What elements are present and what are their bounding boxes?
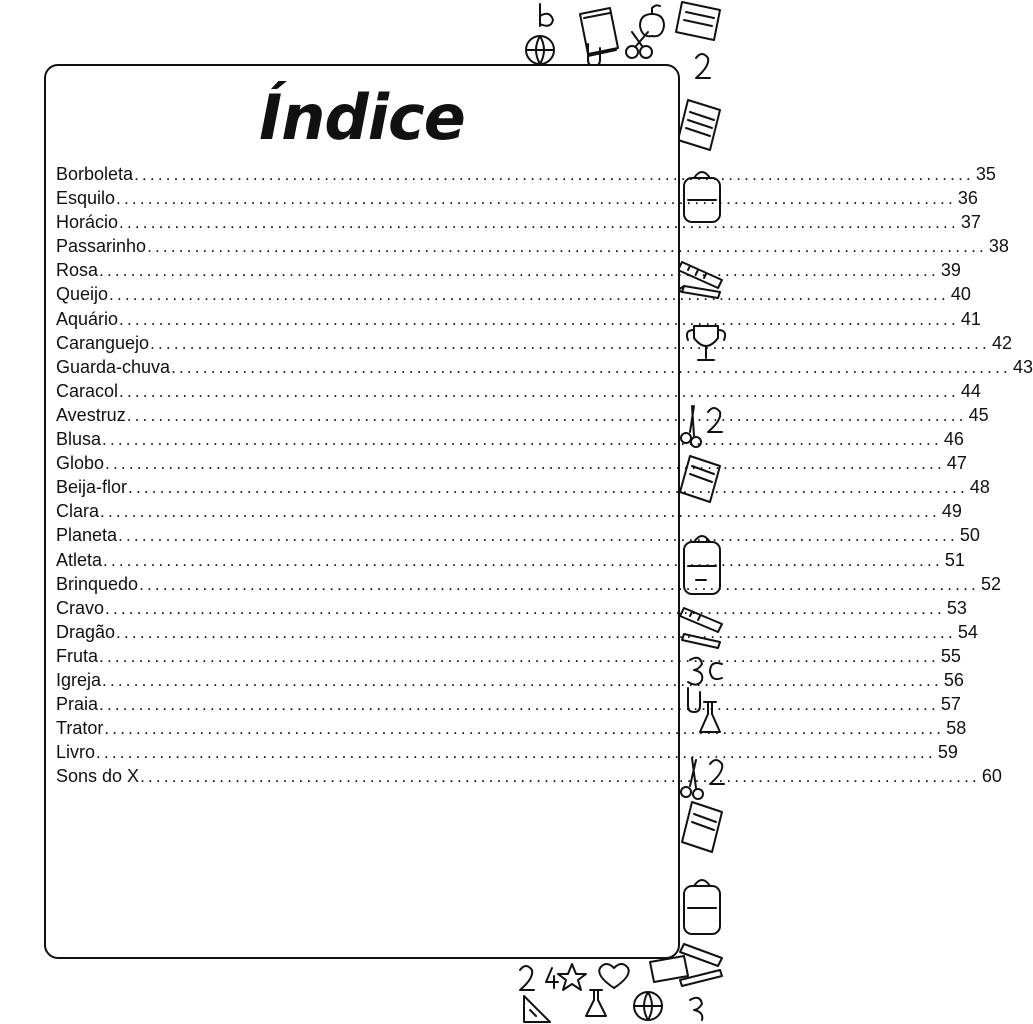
toc-entry — [56, 379, 981, 403]
backpack-icon — [684, 880, 720, 934]
entry-page-number: 58 — [946, 718, 967, 739]
toc-entry — [56, 716, 967, 740]
entry-title: Borboleta — [56, 164, 134, 184]
dot-leader: .......................................................................................................... — [119, 213, 959, 233]
dot-leader: .......................................................................................................... — [147, 237, 987, 257]
dot-leader: .......................................................................................................... — [96, 743, 936, 763]
entry-page-number: 56 — [943, 669, 964, 690]
toc-entry — [56, 548, 965, 572]
dot-leader: .......................................................................................................... — [102, 430, 942, 450]
entry-title: Globo — [56, 453, 105, 474]
dot-leader: .......................................................................................................... — [105, 454, 945, 474]
entry-page-number: 60 — [981, 766, 1002, 787]
letter-glyph-icon — [690, 998, 702, 1020]
entry-page-number: 59 — [937, 742, 958, 763]
number-glyph-icon — [696, 54, 710, 78]
entry-title: Brinquedo — [56, 573, 139, 594]
toc-entry — [56, 307, 981, 331]
toc-entry — [56, 499, 962, 523]
dot-leader: .......................................................................................................... — [105, 598, 945, 618]
dot-leader: .......................................................................................................... — [150, 333, 990, 353]
toc-entry — [56, 764, 1002, 788]
dot-leader: .......................................................................................................... — [119, 309, 959, 329]
notebook-icon — [678, 100, 720, 150]
dot-leader: .......................................................................................................... — [171, 357, 1011, 377]
dot-leader: .......................................................................................................... — [102, 670, 942, 690]
entry-title: Queijo — [56, 284, 109, 305]
apple-icon — [640, 5, 664, 36]
toc-entry — [56, 572, 1001, 596]
flask-icon — [586, 990, 606, 1016]
dot-leader: .......................................................................................................... — [99, 261, 939, 281]
toc-entry — [56, 523, 980, 547]
toc-entry — [56, 234, 1009, 258]
entry-title: Atleta — [56, 549, 103, 570]
entry-page-number: 57 — [940, 694, 961, 715]
entry-page-number: 38 — [988, 236, 1009, 257]
entry-title: Trator — [56, 718, 104, 739]
dot-leader: .......................................................................................................... — [140, 767, 980, 787]
dot-leader: .......................................................................................................... — [116, 622, 956, 642]
entry-page-number: 47 — [946, 453, 967, 474]
notebook-icon — [682, 802, 722, 852]
table-of-contents — [56, 162, 1033, 788]
toc-entry — [56, 596, 967, 620]
dot-leader: .......................................................................................................... — [134, 165, 974, 184]
entry-title: Rosa — [56, 260, 99, 281]
entry-title: Avestruz — [56, 404, 126, 425]
page-title: Índice — [259, 81, 465, 154]
triangle-ruler-icon — [524, 996, 550, 1022]
toc-entry — [56, 331, 1012, 355]
globe-icon — [526, 36, 554, 64]
entry-page-number: 43 — [1012, 356, 1033, 377]
entry-title: Dragão — [56, 621, 116, 642]
dot-leader: .......................................................................................................... — [139, 574, 979, 594]
toc-entry — [56, 644, 961, 668]
entry-page-number: 40 — [950, 284, 971, 305]
entry-page-number: 35 — [975, 164, 996, 184]
entry-page-number: 39 — [940, 260, 961, 281]
dot-leader: .......................................................................................................... — [128, 478, 968, 498]
entry-page-number: 46 — [943, 429, 964, 450]
entry-page-number: 42 — [991, 332, 1012, 353]
entry-page-number: 55 — [940, 645, 961, 666]
globe-icon — [634, 992, 662, 1020]
star-icon — [558, 964, 586, 990]
entry-title: Cravo — [56, 597, 105, 618]
dot-leader: .......................................................................................................... — [99, 695, 939, 715]
entry-title: Esquilo — [56, 188, 116, 209]
entry-title: Fruta — [56, 645, 99, 666]
toc-entry — [56, 162, 996, 186]
number-glyph-icon — [520, 966, 534, 990]
entry-page-number: 48 — [969, 477, 990, 498]
entry-page-number: 53 — [946, 597, 967, 618]
entry-title: Beija-flor — [56, 477, 128, 498]
toc-entry — [56, 475, 990, 499]
dot-leader: .......................................................................................................... — [119, 381, 959, 401]
entry-title: Blusa — [56, 429, 102, 450]
toc-entry — [56, 403, 989, 427]
entry-title: Sons do X — [56, 766, 140, 787]
toc-entry — [56, 692, 961, 716]
dot-leader: .......................................................................................................... — [126, 405, 967, 425]
dot-leader: .......................................................................................................... — [109, 285, 949, 305]
toc-entry — [56, 451, 967, 475]
notebook-icon — [676, 2, 720, 40]
toc-entry — [56, 210, 981, 234]
entry-page-number: 51 — [944, 549, 965, 570]
entry-title: Passarinho — [56, 236, 147, 257]
entry-title: Clara — [56, 501, 100, 522]
index-panel — [44, 64, 1033, 959]
entry-page-number: 41 — [960, 308, 981, 329]
entry-page-number: 50 — [959, 525, 980, 546]
entry-page-number: 49 — [941, 501, 962, 522]
entry-title: Praia — [56, 694, 99, 715]
entry-title: Igreja — [56, 669, 102, 690]
entry-page-number: 54 — [957, 621, 978, 642]
toc-entry — [56, 258, 961, 282]
entry-page-number: 52 — [980, 573, 1001, 594]
entry-title: Horácio — [56, 212, 119, 233]
dot-leader: .......................................................................................................... — [104, 719, 945, 739]
dot-leader: .......................................................................................................... — [99, 646, 939, 666]
toc-entry — [56, 186, 978, 210]
entry-title: Caracol — [56, 380, 119, 401]
toc-entry — [56, 740, 958, 764]
entry-title: Aquário — [56, 308, 119, 329]
entry-page-number: 45 — [968, 404, 989, 425]
dot-leader: .......................................................................................................... — [100, 502, 940, 522]
letter-glyph-icon — [540, 4, 553, 26]
toc-entry — [56, 282, 971, 306]
dot-leader: .......................................................................................................... — [103, 550, 943, 570]
toc-entry — [56, 620, 978, 644]
number-glyph-icon — [546, 968, 558, 988]
entry-page-number: 37 — [960, 212, 981, 233]
toc-entry — [56, 355, 1033, 379]
entry-title: Planeta — [56, 525, 118, 546]
entry-title: Livro — [56, 742, 96, 763]
entry-title: Caranguejo — [56, 332, 150, 353]
dot-leader: .......................................................................................................... — [116, 189, 956, 209]
entry-page-number: 44 — [960, 380, 981, 401]
book-icon — [650, 956, 688, 982]
dot-leader: .......................................................................................................... — [118, 526, 958, 546]
heart-icon — [599, 964, 628, 988]
toc-entry — [56, 427, 964, 451]
entry-title: Guarda-chuva — [56, 356, 171, 377]
entry-page-number: 36 — [957, 188, 978, 209]
toc-entry — [56, 668, 964, 692]
